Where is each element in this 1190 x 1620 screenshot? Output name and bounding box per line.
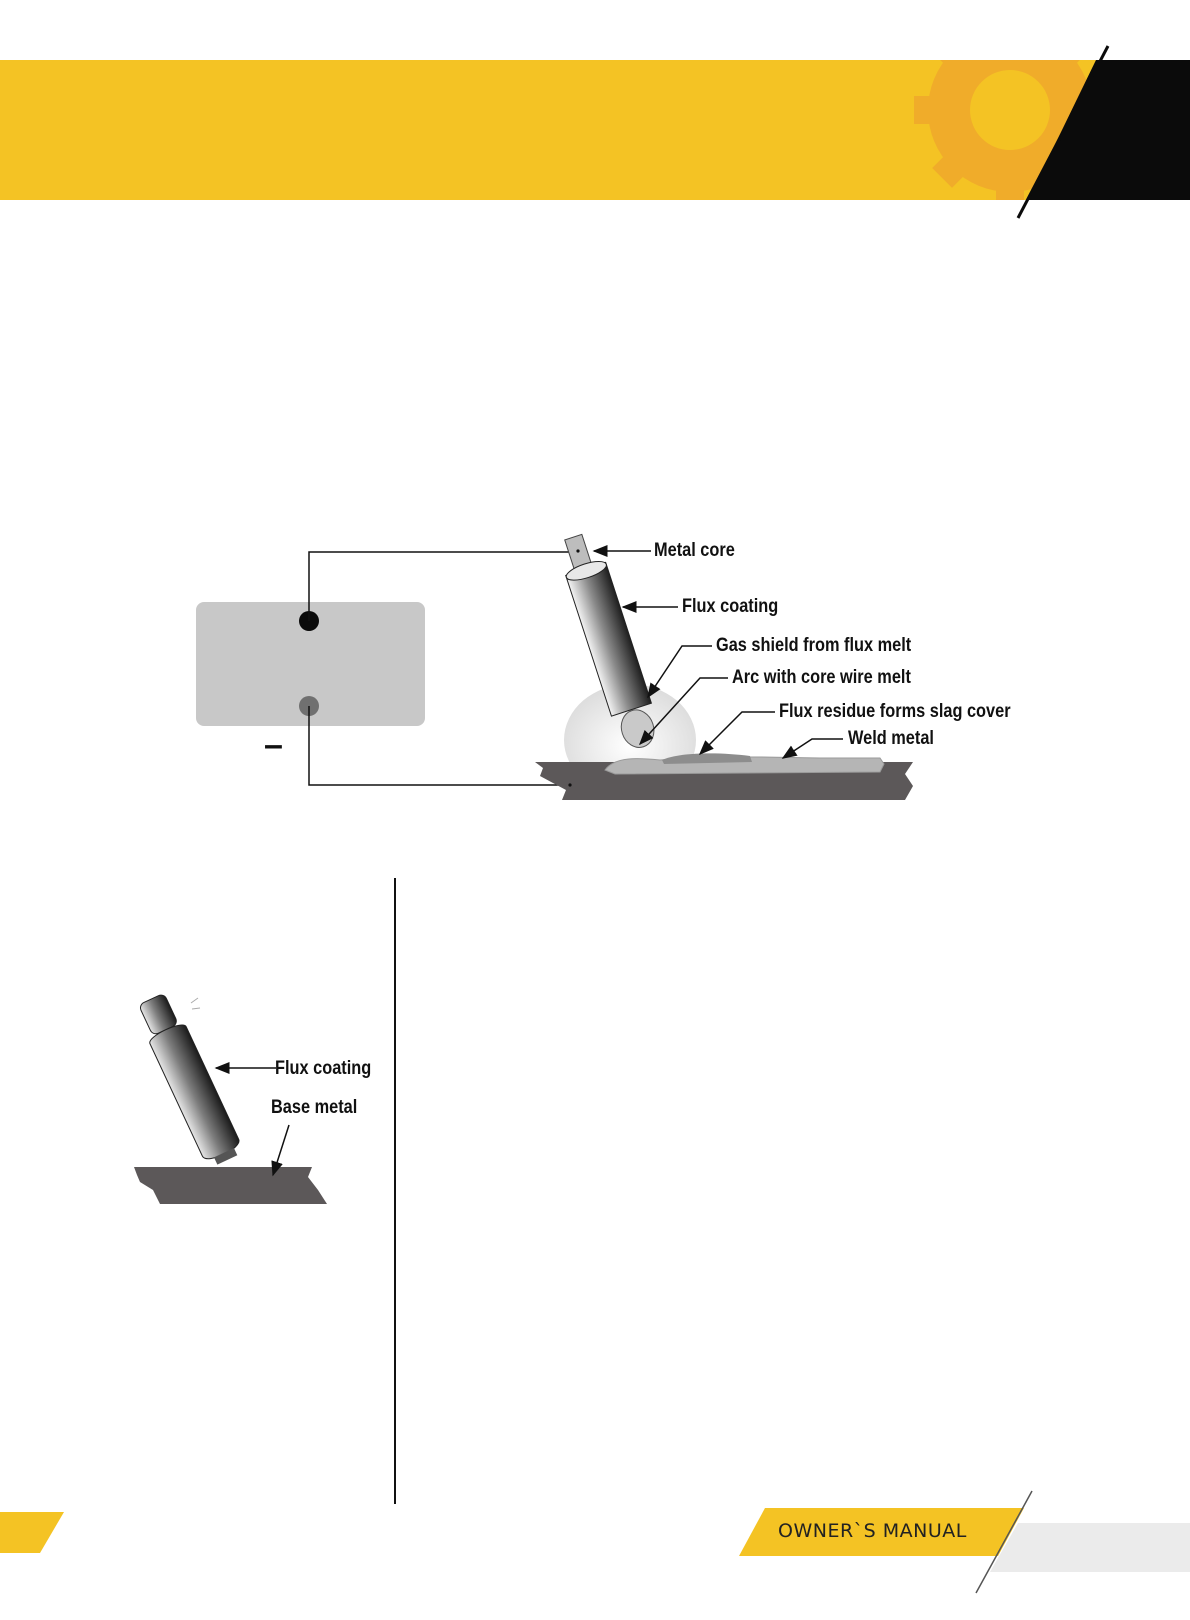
footer-tab-gray bbox=[990, 1523, 1190, 1572]
label-arc: Arc with core wire melt bbox=[732, 667, 911, 688]
spark-icon bbox=[191, 998, 200, 1009]
label-gas-shield: Gas shield from flux melt bbox=[716, 635, 912, 656]
flux-coating-rod-small bbox=[147, 1021, 241, 1163]
footer-graphics bbox=[0, 1480, 1190, 1620]
label-weld-metal: Weld metal bbox=[848, 728, 934, 749]
flux-coating-rod bbox=[566, 562, 652, 716]
label-flux-coating: Flux coating bbox=[682, 596, 779, 617]
column-divider bbox=[394, 878, 396, 1504]
negative-sign: – bbox=[264, 726, 283, 764]
footer-manual-label: OWNER`S MANUAL bbox=[778, 1520, 967, 1542]
footer-left-accent bbox=[0, 1512, 64, 1553]
label-small-base-metal: Base metal bbox=[271, 1097, 358, 1118]
label-slag: Flux residue forms slag cover bbox=[779, 701, 1011, 722]
label-small-flux-coating: Flux coating bbox=[275, 1058, 372, 1079]
label-metal-core: Metal core bbox=[654, 540, 735, 561]
base-metal-small bbox=[134, 1167, 327, 1204]
header-band bbox=[0, 0, 1190, 230]
